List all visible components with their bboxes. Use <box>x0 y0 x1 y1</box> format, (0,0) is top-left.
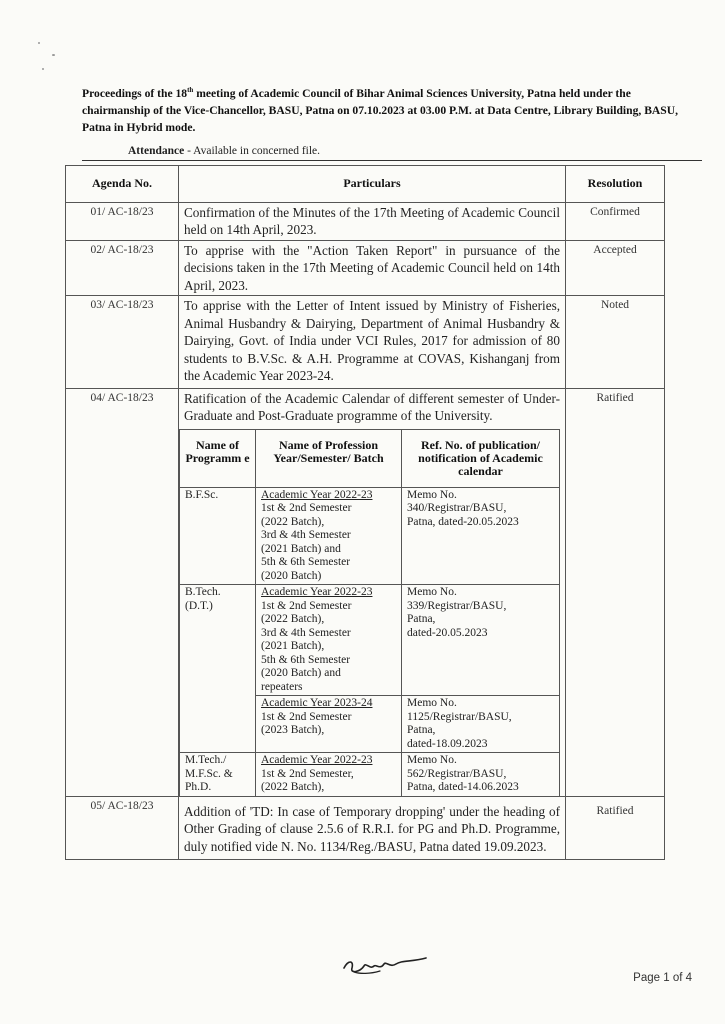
agenda-number: 01/ AC-18/23 <box>66 202 179 240</box>
reference-number: Memo No. 562/Registrar/BASU, Patna, dated-14.06.2023 <box>402 753 560 796</box>
programme-name: M.Tech./ M.F.Sc. & Ph.D. <box>180 753 256 796</box>
scan-speck <box>38 42 40 44</box>
resolution-text: Confirmed <box>566 202 665 240</box>
semester-list: 1st & 2nd Semester (2023 Batch), <box>261 710 352 736</box>
resolution-text: Noted <box>566 296 665 389</box>
reference-number: Memo No. 339/Registrar/BASU, Patna, dated-20.05.2023 <box>402 585 560 696</box>
attendance-label: Attendance <box>128 145 185 157</box>
calendar-row <box>180 585 560 696</box>
page-number: Page 1 of 4 <box>633 972 692 984</box>
calendar-header-row <box>180 429 560 487</box>
agenda-number: 02/ AC-18/23 <box>66 240 179 296</box>
agenda-number: 05/ AC-18/23 <box>66 796 179 860</box>
semester-cell <box>256 696 402 753</box>
reference-number: Memo No. 340/Registrar/BASU, Patna, dated-20.05.2023 <box>402 487 560 585</box>
semester-list: 1st & 2nd Semester (2022 Batch), 3rd & 4th Semester (2021 Batch) and 5th & 6th Semester (2020 Batch) <box>261 502 352 582</box>
resolution-text: Accepted <box>566 240 665 296</box>
particulars-text: Addition of 'TD: In case of Temporary dropping' under the heading of Other Grading of clause 2.5.6 of R.R.I. for PG and Ph.D. Programme, duly notified vide N. No. 1134/Reg./BASU, Patna dated 19.09.2023. <box>179 796 566 860</box>
academic-year: Academic Year 2023-24 <box>261 697 373 709</box>
reference-header: Ref. No. of publication/ notification of Academic calendar <box>402 429 560 487</box>
reference-number: Memo No. 1125/Registrar/BASU, Patna, dated-18.09.2023 <box>402 696 560 753</box>
particulars-text: To apprise with the Letter of Intent issued by Ministry of Fisheries, Animal Husbandry & Dairying, Department of Animal Husbandry & Dairying, Govt. of India under VCI Rules, 2017 for admission of 80 students to B.V.Sc. & A.H. Programme at COVAS, Kishanganj from the Academic Year 2023-24. <box>179 296 566 389</box>
programme-name: B.Tech. (D.T.) <box>180 585 256 753</box>
academic-year: Academic Year 2022-23 <box>261 754 373 766</box>
heading-text-rest: meeting of Academic Council of Bihar Animal Sciences University, Patna held under the chairmanship of the Vice-Chancellor, BASU, Patna on 07.10.2023 at 03.00 P.M. at Data Centre, Library Building, BASU, Patna in Hybrid mode. <box>82 86 679 134</box>
heading-text-start: Proceedings of the 18 <box>82 86 188 100</box>
semester-list: 1st & 2nd Semester, (2022 Batch), <box>261 767 354 793</box>
particulars-text: Ratification of the Academic Calendar of different semester of Under-Graduate and Post-Graduate programme of the University. <box>184 390 560 423</box>
table-row <box>66 796 665 860</box>
agenda-number: 03/ AC-18/23 <box>66 296 179 389</box>
profession-header: Name of Profession Year/Semester/ Batch <box>256 429 402 487</box>
programme-header: Name of Programm e <box>180 429 256 487</box>
academic-year: Academic Year 2022-23 <box>261 586 373 598</box>
header-divider <box>82 160 702 161</box>
table-row <box>66 296 665 389</box>
calendar-row <box>180 753 560 796</box>
heading-superscript: th <box>187 86 194 94</box>
particulars-text: To apprise with the "Action Taken Report" in pursuance of the decisions taken in the 17th Meeting of Academic Council held on 14th April, 2023. <box>179 240 566 296</box>
particulars-cell <box>179 388 566 796</box>
calendar-row <box>180 487 560 585</box>
scan-speck <box>42 68 44 70</box>
semester-list: 1st & 2nd Semester (2022 Batch), 3rd & 4th Semester (2021 Batch), 5th & 6th Semester (2020 Batch) and repeaters <box>261 599 352 693</box>
agenda-number: 04/ AC-18/23 <box>66 388 179 796</box>
resolution-header: Resolution <box>566 166 665 203</box>
table-row <box>66 240 665 296</box>
resolution-text: Ratified <box>566 796 665 860</box>
table-header-row <box>66 166 665 203</box>
proceedings-table <box>65 165 665 860</box>
table-row <box>66 388 665 796</box>
document-heading <box>82 82 702 136</box>
semester-cell <box>256 487 402 585</box>
signature <box>340 952 430 978</box>
semester-cell <box>256 585 402 696</box>
agenda-header: Agenda No. <box>66 166 179 203</box>
scan-speck <box>52 54 55 56</box>
resolution-text: Ratified <box>566 388 665 796</box>
attendance-line <box>128 144 320 158</box>
semester-cell <box>256 753 402 796</box>
academic-calendar-table <box>179 429 560 796</box>
attendance-text: - Available in concerned file. <box>184 145 321 157</box>
particulars-header: Particulars <box>179 166 566 203</box>
academic-year: Academic Year 2022-23 <box>261 488 373 501</box>
table-row <box>66 202 665 240</box>
programme-name: B.F.Sc. <box>180 487 256 585</box>
particulars-text: Confirmation of the Minutes of the 17th Meeting of Academic Council held on 14th April, 2023. <box>179 202 566 240</box>
